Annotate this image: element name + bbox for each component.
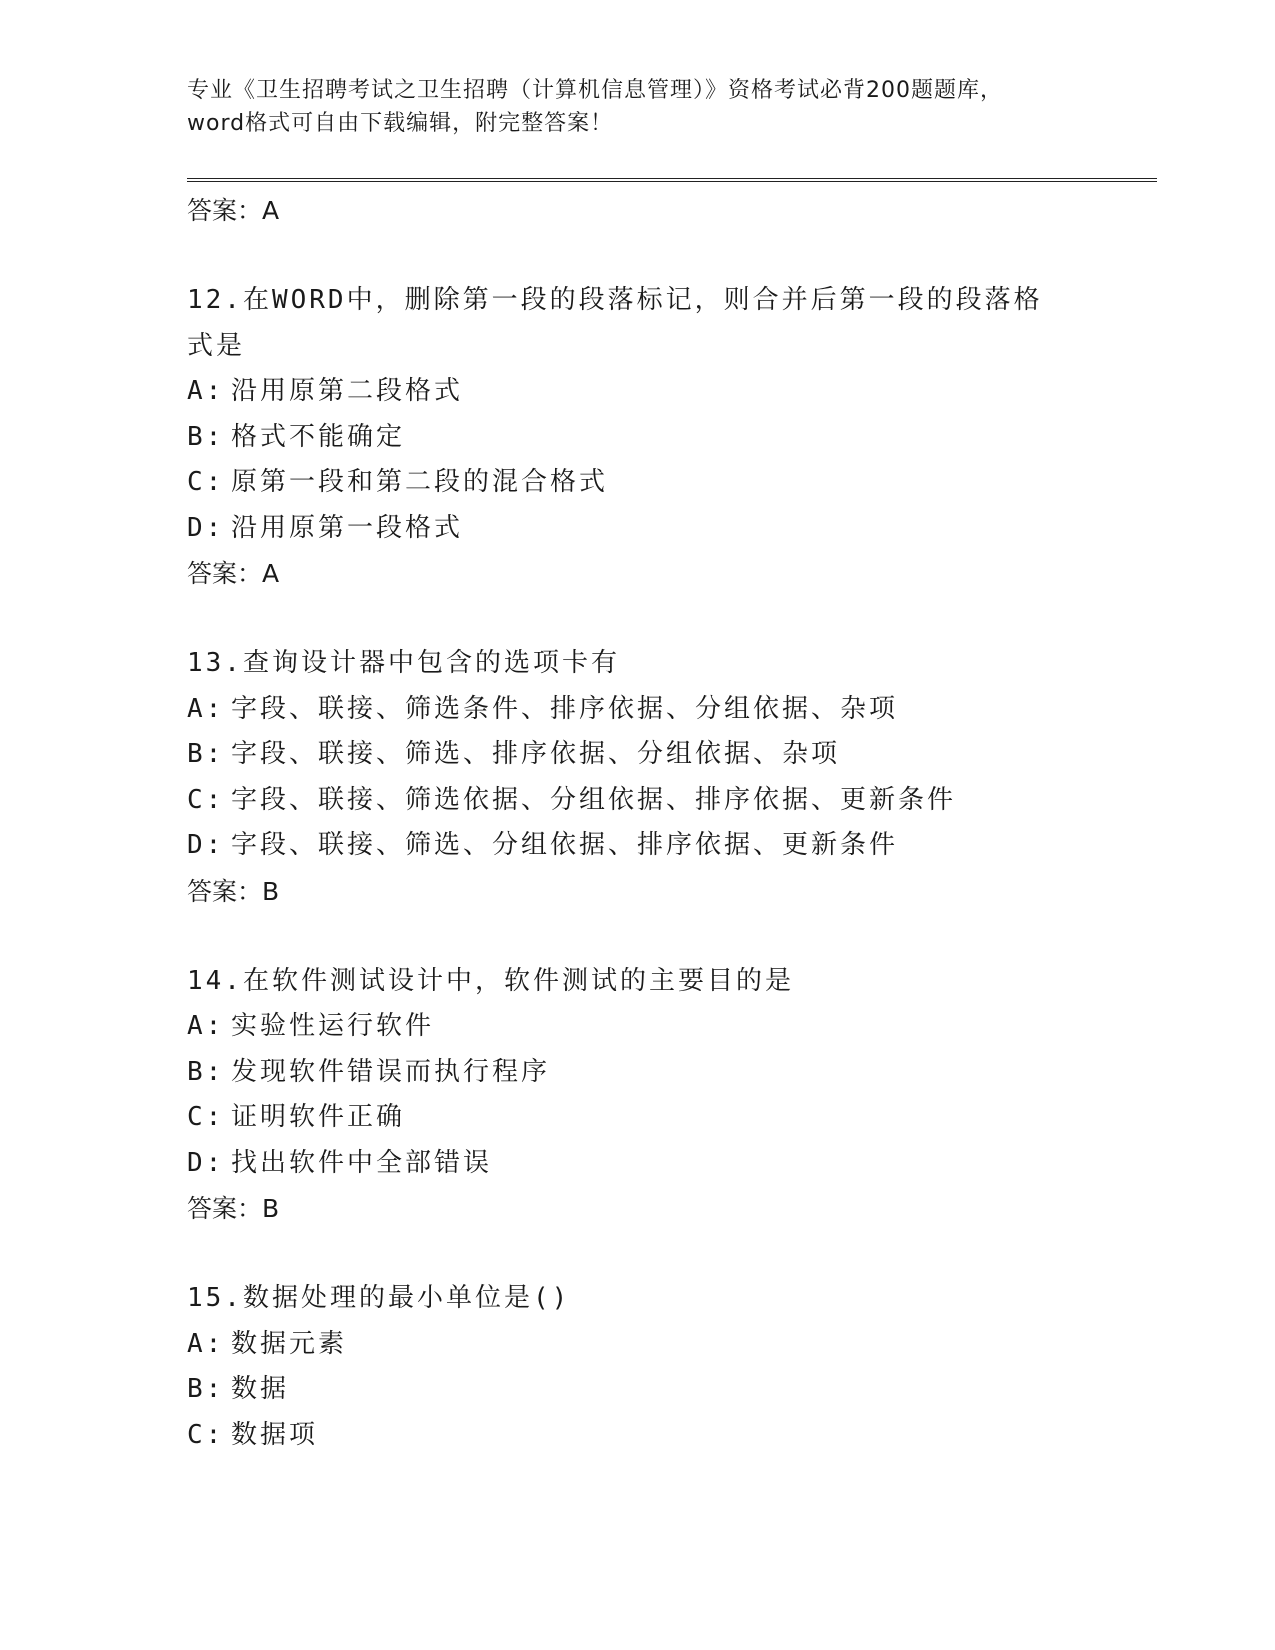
option-text: 数据项	[231, 1419, 319, 1450]
option-text: 找出软件中全部错误	[231, 1147, 493, 1178]
option-text: 数据	[231, 1374, 290, 1404]
previous-answer: 答案：A	[187, 196, 280, 225]
option-key: C:	[187, 1102, 225, 1132]
answer: 答案：A	[187, 559, 280, 588]
option-key: B:	[187, 1374, 225, 1404]
option-text: 数据元素	[231, 1328, 348, 1359]
document-page	[187, 0, 1157, 1650]
option-text: 原第一段和第二段的混合格式	[231, 467, 609, 497]
question-title: 14.在软件测试设计中，软件测试的主要目的是	[187, 965, 794, 996]
option-d	[187, 1141, 1157, 1187]
option-key: B:	[187, 739, 225, 769]
option-key: D:	[187, 1147, 225, 1178]
option-c	[187, 778, 1157, 824]
option-text: 证明软件正确	[231, 1102, 406, 1132]
option-key: A:	[187, 693, 225, 724]
option-key: A:	[187, 1328, 225, 1359]
option-a	[187, 1322, 1157, 1368]
option-b	[187, 732, 1157, 778]
option-b	[187, 1367, 1157, 1413]
option-text: 沿用原第二段格式	[231, 376, 464, 406]
header-divider	[187, 178, 1157, 182]
option-c	[187, 1095, 1157, 1141]
option-key: C:	[187, 784, 225, 815]
option-text: 字段、联接、筛选、分组依据、排序依据、更新条件	[231, 830, 899, 860]
option-text: 格式不能确定	[231, 421, 406, 452]
option-a	[187, 1004, 1157, 1050]
option-c	[187, 460, 1157, 506]
option-c	[187, 1413, 1157, 1459]
option-key: A:	[187, 1011, 225, 1041]
option-text: 实验性运行软件	[231, 1011, 435, 1041]
answer: 答案：B	[187, 1194, 280, 1223]
question-title: 12.在WORD中，删除第一段的段落标记，则合并后第一段的段落格式是	[187, 285, 1043, 361]
option-d	[187, 506, 1157, 552]
header-line-1: 专业《卫生招聘考试之卫生招聘（计算机信息管理）》资格考试必背200题题库，	[187, 78, 1003, 103]
question-title: 15.数据处理的最小单位是()	[187, 1283, 571, 1313]
answer: 答案：B	[187, 876, 280, 906]
option-key: B:	[187, 1056, 225, 1087]
option-text: 字段、联接、筛选条件、排序依据、分组依据、杂项	[231, 693, 899, 724]
question-15	[187, 1276, 1157, 1458]
option-b	[187, 1050, 1157, 1096]
option-key: C:	[187, 467, 225, 497]
option-a	[187, 369, 1157, 415]
option-key: C:	[187, 1419, 225, 1450]
option-text: 字段、联接、筛选、排序依据、分组依据、杂项	[231, 739, 841, 769]
question-12	[187, 278, 1157, 597]
option-text: 字段、联接、筛选依据、分组依据、排序依据、更新条件	[231, 784, 957, 815]
question-14	[187, 959, 1157, 1233]
option-key: D:	[187, 830, 225, 860]
option-key: D:	[187, 512, 225, 543]
option-b	[187, 415, 1157, 461]
option-text: 沿用原第一段格式	[231, 512, 464, 543]
option-text: 发现软件错误而执行程序	[231, 1056, 551, 1087]
option-a	[187, 687, 1157, 733]
option-d	[187, 823, 1157, 869]
question-title: 13.查询设计器中包含的选项卡有	[187, 648, 620, 678]
header-line-2: word格式可自由下载编辑，附完整答案！	[187, 111, 614, 136]
option-key: A:	[187, 376, 225, 406]
option-key: B:	[187, 421, 225, 452]
document-header	[187, 74, 1087, 140]
question-13	[187, 641, 1157, 915]
document-body	[187, 188, 1157, 1458]
